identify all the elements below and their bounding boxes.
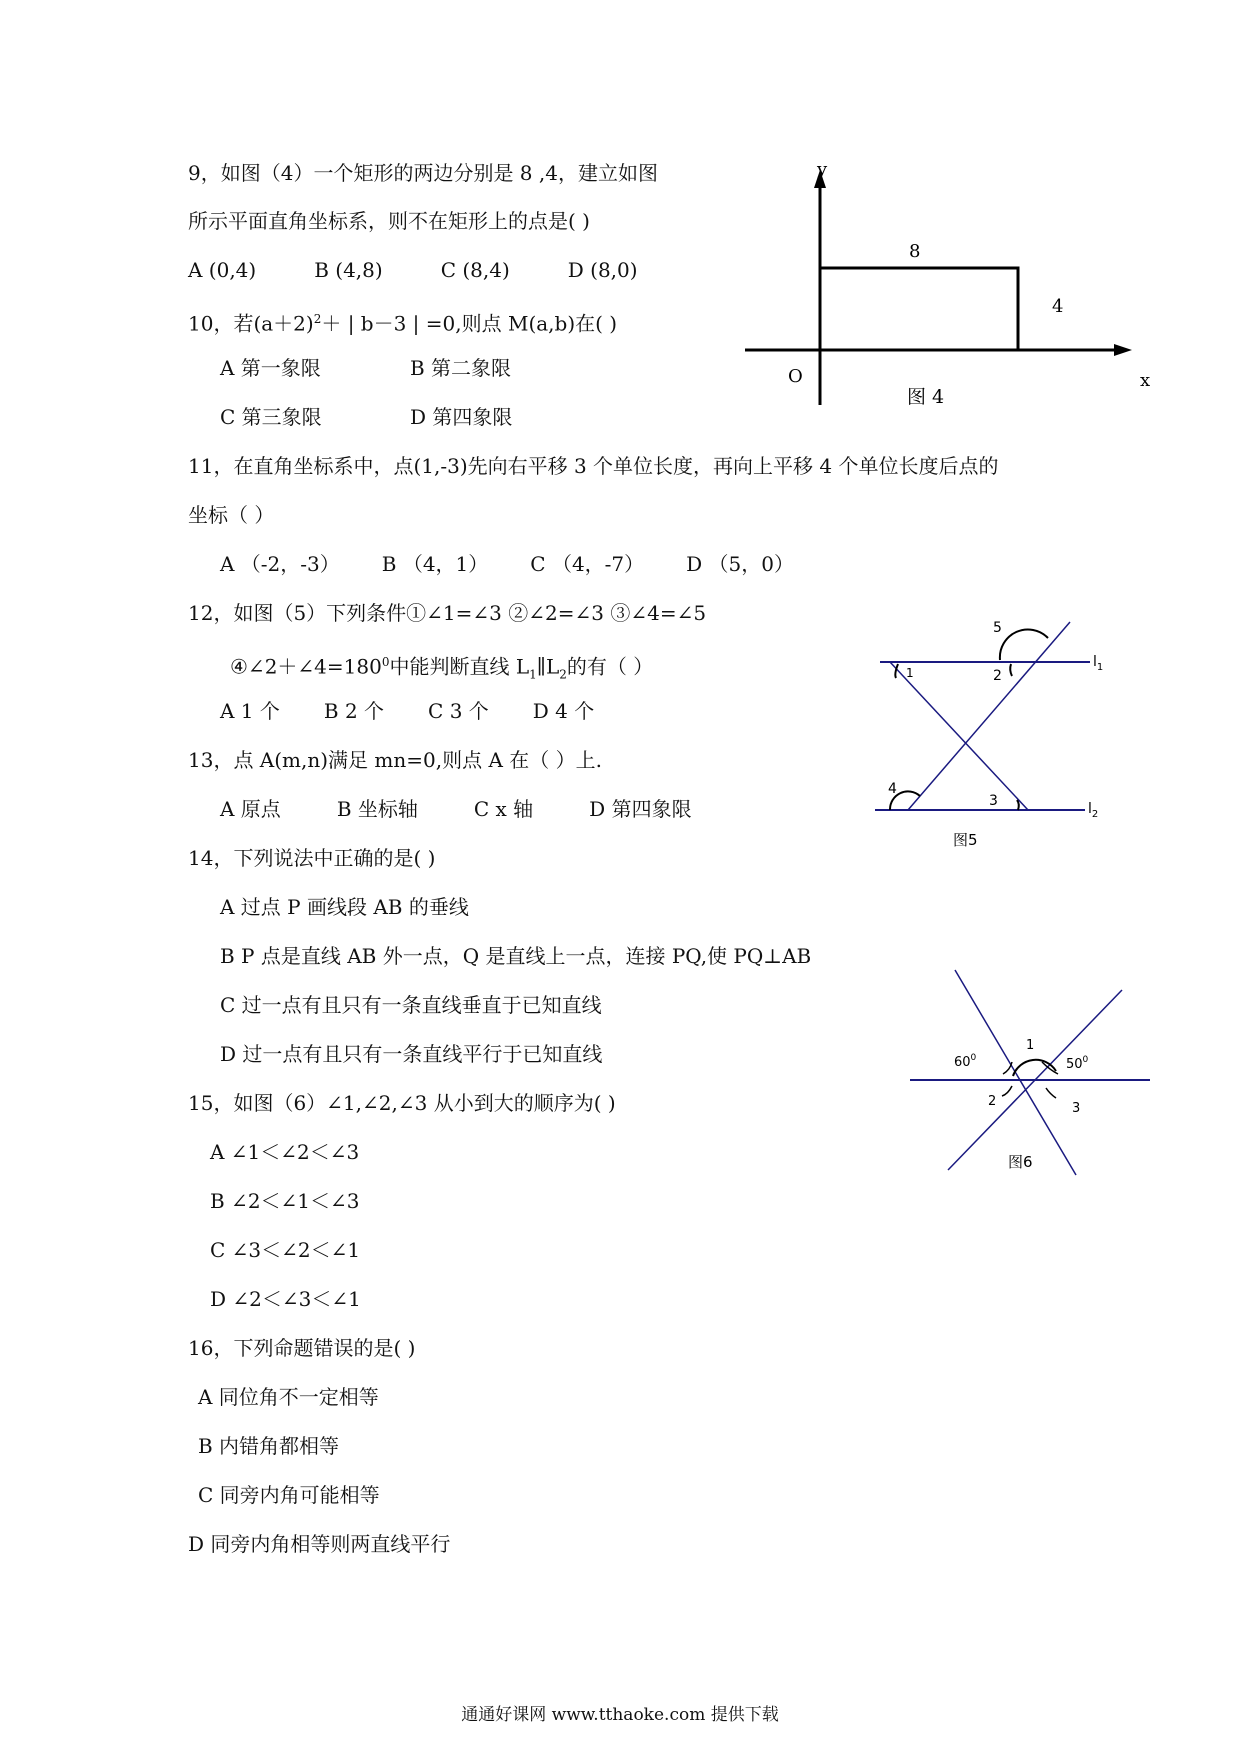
fig4-x-arrow	[1114, 344, 1132, 356]
q12-option-a: A 1 个	[220, 699, 280, 723]
q11-option-a: A （-2，-3）	[220, 552, 340, 576]
q12-line2-prefix: ④∠2＋∠4=180	[230, 654, 382, 679]
q12-line2	[230, 649, 653, 688]
q12-line2-sub1: 1	[529, 667, 537, 682]
q13-option-b: B 坐标轴	[336, 797, 418, 821]
q11-option-d: D （5，0）	[686, 552, 794, 576]
q14-option-d: D 过一点有且只有一条直线平行于已知直线	[220, 1042, 603, 1066]
q14-option-b: B P 点是直线 AB 外一点，Q 是直线上一点，连接 PQ,使 PQ⊥AB	[220, 944, 812, 968]
fig5-label-5: 5	[993, 620, 1002, 636]
q15-option-d: D ∠2＜∠3＜∠1	[210, 1287, 361, 1311]
q16-option-b: B 内错角都相等	[198, 1434, 340, 1458]
q9-options	[188, 257, 696, 283]
fig6-label-3: 3	[1072, 1101, 1081, 1116]
q12-line2-sub2: 2	[559, 667, 567, 682]
fig6-label-60	[954, 1053, 977, 1070]
q11-line2: 坐标（ ）	[188, 503, 275, 527]
fig5-label-2: 2	[993, 668, 1002, 684]
q12-option-d: D 4 个	[532, 699, 595, 723]
fig5-label-4: 4	[888, 781, 897, 797]
q12-line2-mid: 中能判断直线 L	[389, 654, 530, 679]
q11-options	[220, 551, 852, 577]
q13-option-d: D 第四象限	[589, 797, 692, 821]
q13-option-a: A 原点	[220, 797, 281, 821]
fig5-l2-sub: 2	[1091, 809, 1099, 820]
q16-option-a: A 同位角不一定相等	[198, 1385, 379, 1409]
fig6-50-sup: 0	[1082, 1055, 1089, 1065]
fig6-label-2: 2	[988, 1094, 997, 1109]
fig5-l2-text: l	[1088, 801, 1092, 817]
q11-line1: 11，在直角坐标系中，点(1,-3)先向右平移 3 个单位长度，再向上平移 4 个单位长度后点的	[188, 454, 999, 478]
fig6-60-sup: 0	[970, 1053, 977, 1063]
figure-4	[740, 150, 1160, 420]
q12-option-b: B 2 个	[323, 699, 385, 723]
q10-option-d: D 第四象限	[410, 405, 513, 429]
fig4-height-label: 4	[1052, 296, 1064, 317]
page-footer: 通通好课网 www.tthaoke.com 提供下载	[461, 1705, 779, 1725]
q16-option-c: C 同旁内角可能相等	[198, 1483, 380, 1507]
q9-line2: 所示平面直角坐标系，则不在矩形上的点是( )	[188, 209, 590, 233]
fig5-l1-text: l	[1093, 654, 1097, 670]
fig6-label-1: 1	[1026, 1038, 1035, 1053]
q15-option-c: C ∠3＜∠2＜∠1	[210, 1238, 361, 1262]
fig5-label-l1	[1093, 654, 1103, 673]
q10-suffix: ＋ | b－3 | =0,则点 M(a,b)在( )	[321, 311, 618, 336]
q10-options-row1	[220, 355, 511, 381]
q10-option-b: B 第二象限	[410, 356, 512, 380]
q12-line2-sup: 0	[381, 655, 390, 669]
q9-option-a: A (0,4)	[188, 258, 257, 282]
fig5-arc-2	[1010, 664, 1012, 676]
q12-option-c: C 3 个	[428, 699, 489, 723]
q10-option-a: A 第一象限	[220, 356, 321, 380]
fig5-transversal-a	[890, 662, 1028, 810]
q13-options	[220, 796, 750, 822]
q9-line1: 9，如图（4）一个矩形的两边分别是 8 ,4，建立如图	[188, 161, 658, 185]
fig6-60-text: 60	[954, 1055, 971, 1070]
fig5-l1-sub: 1	[1096, 662, 1104, 673]
q12-line2-suffix: 的有（ ）	[566, 654, 654, 679]
q11-option-b: B （4，1）	[381, 552, 489, 576]
q12-line1: 12，如图（5）下列条件①∠1=∠3 ②∠2=∠3 ③∠4=∠5	[188, 601, 707, 625]
q10-sup: 2	[313, 312, 322, 326]
figure-5	[860, 600, 1140, 860]
fig6-50-text: 50	[1066, 1057, 1083, 1072]
fig4-rectangle	[820, 268, 1018, 350]
q14-option-c: C 过一点有且只有一条直线垂直于已知直线	[220, 993, 602, 1017]
q9-option-d: D (8,0)	[567, 258, 638, 282]
fig4-y-label: y	[817, 159, 828, 180]
q12-line2-mid2: ∥L	[536, 654, 560, 679]
fig5-transversal-b	[908, 622, 1070, 810]
fig4-width-label: 8	[909, 241, 921, 262]
fig6-arc-2	[1002, 1086, 1012, 1096]
q13-line1: 13，点 A(m,n)满足 mn=0,则点 A 在（ ）上.	[188, 748, 602, 772]
fig5-arc-3	[1017, 800, 1019, 810]
q15-option-b: B ∠2＜∠1＜∠3	[210, 1189, 360, 1213]
q10-option-c: C 第三象限	[220, 405, 322, 429]
q10-prefix: 10，若(a＋2)	[188, 311, 314, 336]
fig4-x-label: x	[1140, 370, 1151, 391]
fig5-label-1: 1	[906, 666, 914, 680]
q14-line1: 14，下列说法中正确的是( )	[188, 846, 436, 870]
fig5-caption: 图5	[953, 831, 978, 849]
figure-6	[900, 960, 1170, 1200]
fig6-caption: 图6	[1008, 1153, 1033, 1171]
q10-line1	[188, 306, 617, 337]
q14-option-a: A 过点 P 画线段 AB 的垂线	[220, 895, 469, 919]
q9-option-b: B (4,8)	[314, 258, 383, 282]
q16-line1: 16，下列命题错误的是( )	[188, 1336, 416, 1360]
fig6-label-50	[1066, 1055, 1089, 1072]
fig5-label-3: 3	[989, 793, 998, 809]
q15-option-a: A ∠1＜∠2＜∠3	[210, 1140, 360, 1164]
q15-line1: 15，如图（6）∠1,∠2,∠3 从小到大的顺序为( )	[188, 1091, 616, 1115]
fig5-label-l2	[1088, 801, 1098, 820]
q16-option-d: D 同旁内角相等则两直线平行	[188, 1532, 451, 1556]
fig4-caption: 图 4	[907, 386, 945, 408]
q13-option-c: C x 轴	[473, 797, 534, 821]
q12-options	[220, 698, 652, 724]
q11-option-c: C （4，-7）	[530, 552, 645, 576]
fig4-origin-label: O	[788, 366, 803, 387]
q9-option-c: C (8,4)	[440, 258, 510, 282]
fig6-arc-3	[1046, 1088, 1056, 1098]
q10-options-row2	[220, 404, 512, 430]
